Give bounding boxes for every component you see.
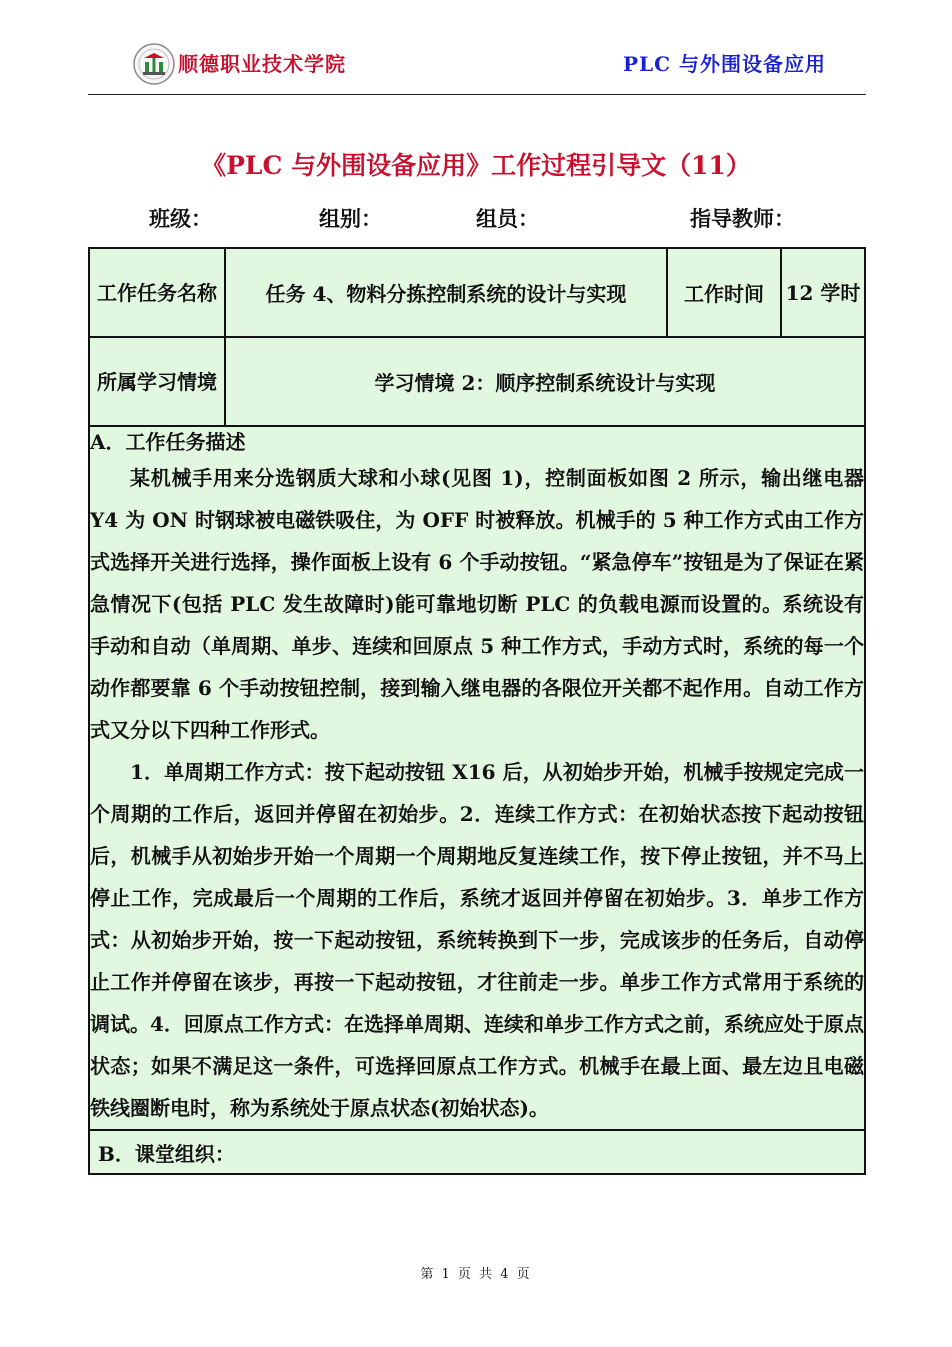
task-name-value: 任务 4、物料分拣控制系统的设计与实现 [225,248,667,337]
task-name-label: 工作任务名称 [89,248,225,337]
page-header [88,38,866,95]
situation-value: 学习情境 2：顺序控制系统设计与实现 [225,337,865,426]
header-course-name: PLC 与外围设备应用 [623,52,826,76]
class-organization-row [89,1130,865,1174]
situation-label: 所属学习情境 [89,337,225,426]
description-paragraph-1: 某机械手用来分选钢质大球和小球(见图 1)，控制面板如图 2 所示，输出继电器 Y4 为 ON 时钢球被电磁铁吸住，为 OFF 时被释放。机械手的 5 种工作方式由工作方式选择开关进行选择，操作面板上设有 6 个手动按钮。“紧急停车”按钮是为了保证在紧急情况下(包括 PLC 发生故障时)能可靠地切断 PLC 的负载电源而设置的。系统设有手动和自动（单周期、单步、连续和回原点 5 种工作方式，手动方式时，系统的每一个动作都要靠 6 个手动按钮控制，接到输入继电器的各限位开关都不起作用。自动工作方式又分以下四种工作形式。 [90,466,864,742]
school-emblem-icon [132,42,176,86]
class-label: 班级： [149,206,212,231]
section-b-heading: B．课堂组织： [89,1130,865,1174]
task-table [88,247,866,1175]
page-number: 第 1 页 共 4 页 [420,1267,532,1282]
document-title: 《PLC 与外围设备应用》工作过程引导文（11） [201,151,751,180]
situation-row [89,337,865,426]
work-time-value: 12 学时 [781,248,865,337]
teacher-label: 指导教师： [690,206,795,231]
school-name: 顺德职业技术学院 [178,52,346,76]
task-row [89,248,865,337]
members-label: 组员： [476,206,539,231]
work-time-label: 工作时间 [667,248,781,337]
section-a-heading: A．工作任务描述 [90,430,246,454]
description-row [89,426,865,1130]
group-label: 组别： [319,206,382,231]
description-paragraph-2: 1．单周期工作方式：按下起动按钮 X16 后，从初始步开始，机械手按规定完成一个周期的工作后，返回并停留在初始步。2．连续工作方式：在初始状态按下起动按钮后，机械手从初始步开始一个周期一个周期地反复连续工作，按下停止按钮，并不马上停止工作，完成最后一个周期的工作后，系统才返回并停留在初始步。3．单步工作方式：从初始步开始，按一下起动按钮，系统转换到下一步，完成该步的任务后，自动停止工作并停留在该步，再按一下起动按钮，才往前走一步。单步工作方式常用于系统的调试。4．回原点工作方式：在选择单周期、连续和单步工作方式之前，系统应处于原点状态；如果不满足这一条件，可选择回原点工作方式。机械手在最上面、最左边且电磁铁线圈断电时，称为系统处于原点状态(初始状态)。 [90,760,864,1120]
task-description-cell [89,426,865,1130]
